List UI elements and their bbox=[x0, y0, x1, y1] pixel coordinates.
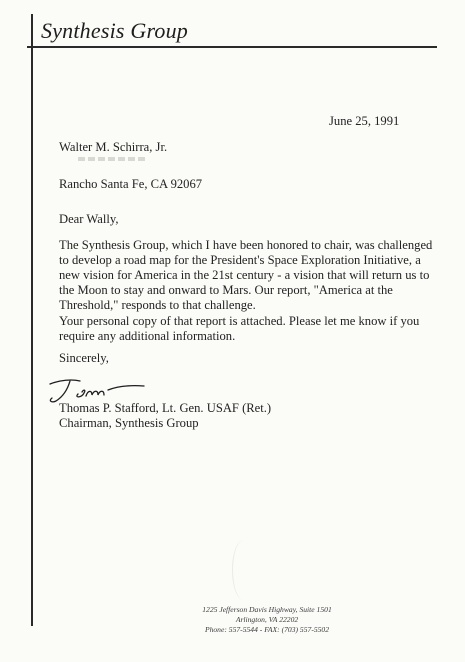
closing: Sincerely, bbox=[59, 351, 109, 365]
footer-address-line: 1225 Jefferson Davis Highway, Suite 1501 bbox=[202, 605, 332, 614]
paragraph-1-line: to develop a road map for the President's Space Exploration Initiative, a bbox=[59, 253, 421, 267]
paragraph-1-line: the Moon to stay and onward to Mars. Our report, "America at the bbox=[59, 283, 393, 297]
paragraph-2-line: require any additional information. bbox=[59, 329, 236, 343]
footer-address-block bbox=[182, 605, 352, 635]
letterhead-name: Synthesis Group bbox=[41, 18, 189, 43]
letter-date: June 25, 1991 bbox=[329, 114, 400, 128]
paragraph-1-line: Threshold," responds to that challenge. bbox=[59, 298, 256, 312]
signer-title: Chairman, Synthesis Group bbox=[59, 416, 199, 430]
footer-contact-line: Phone: 557-5544 - FAX: (703) 557-5502 bbox=[204, 625, 330, 634]
show-through-marks bbox=[78, 157, 148, 161]
paragraph-1-line: The Synthesis Group, which I have been honored to chair, was challenged bbox=[59, 238, 433, 252]
paragraph-1-line: new vision for America in the 21st century - a vision that will return us to bbox=[59, 268, 430, 282]
paragraph-1 bbox=[59, 238, 432, 313]
recipient-city: Rancho Santa Fe, CA 92067 bbox=[59, 177, 203, 191]
paragraph-2 bbox=[59, 314, 419, 344]
letterhead-vertical-rule bbox=[31, 14, 33, 626]
paragraph-2-line: Your personal copy of that report is attached. Please let me know if you bbox=[59, 314, 420, 328]
footer-city-line: Arlington, VA 22202 bbox=[235, 615, 299, 624]
paper-mark bbox=[232, 540, 255, 600]
greeting: Dear Wally, bbox=[59, 212, 119, 226]
signer-name: Thomas P. Stafford, Lt. Gen. USAF (Ret.) bbox=[59, 401, 272, 415]
recipient-name: Walter M. Schirra, Jr. bbox=[59, 140, 168, 154]
letterhead-horizontal-rule bbox=[27, 46, 437, 48]
